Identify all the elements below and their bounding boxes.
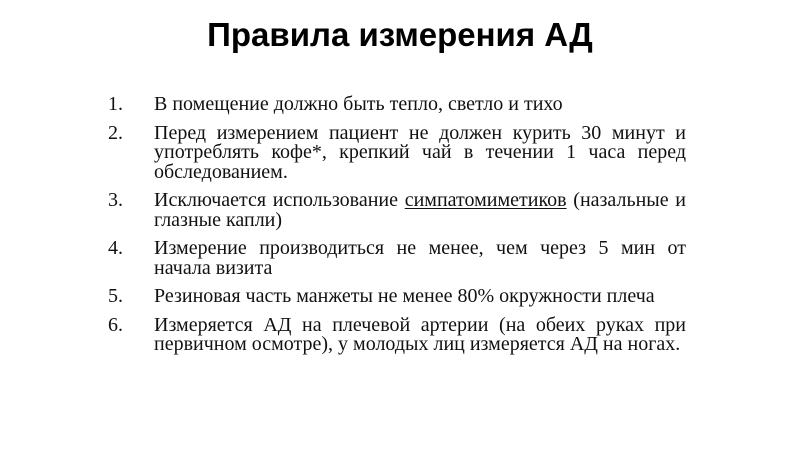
list-item-number: 4.: [108, 237, 123, 259]
list-item-text: Перед измерением пациент не должен курить 30 минут и употреблять кофе*, крепкий чай в течении 1 часа перед обследованием.: [154, 121, 686, 183]
list-item-text: Резиновая часть манжеты не менее 80% окружности плеча: [154, 285, 655, 307]
list-item-text: [154, 191, 686, 230]
list-item-5: [108, 287, 686, 307]
list-item-number: 2.: [108, 121, 123, 144]
list-item-2: [108, 121, 686, 183]
list-item-number: 5.: [108, 285, 123, 307]
slide-title: Правила измерения АД: [207, 16, 593, 53]
list-item-text: Измерение производиться не менее, чем через 5 мин от начала визита: [154, 237, 686, 279]
list-item-6: [108, 313, 686, 355]
list-item-3: [108, 191, 686, 230]
list-item-text: В помещение должно быть тепло, светло и тихо: [154, 93, 563, 115]
list-item-text: Измеряется АД на плечевой артерии (на обеих руках при первичном осмотре), у молодых лиц измеряется АД на ногах.: [154, 313, 686, 355]
list-item-number: 1.: [108, 93, 123, 115]
list-item-4: [108, 239, 686, 278]
sympathomimetics-link[interactable]: симпатомиметиков: [404, 189, 567, 211]
list-item-text-after: (назальные и глазные капли): [154, 189, 686, 231]
list-item-1: [108, 95, 686, 115]
list-item-number: 6.: [108, 313, 123, 336]
list-item-number: 3.: [108, 189, 123, 211]
list-item-text-before: Исключается использование: [154, 189, 405, 211]
rules-list: [108, 95, 686, 364]
